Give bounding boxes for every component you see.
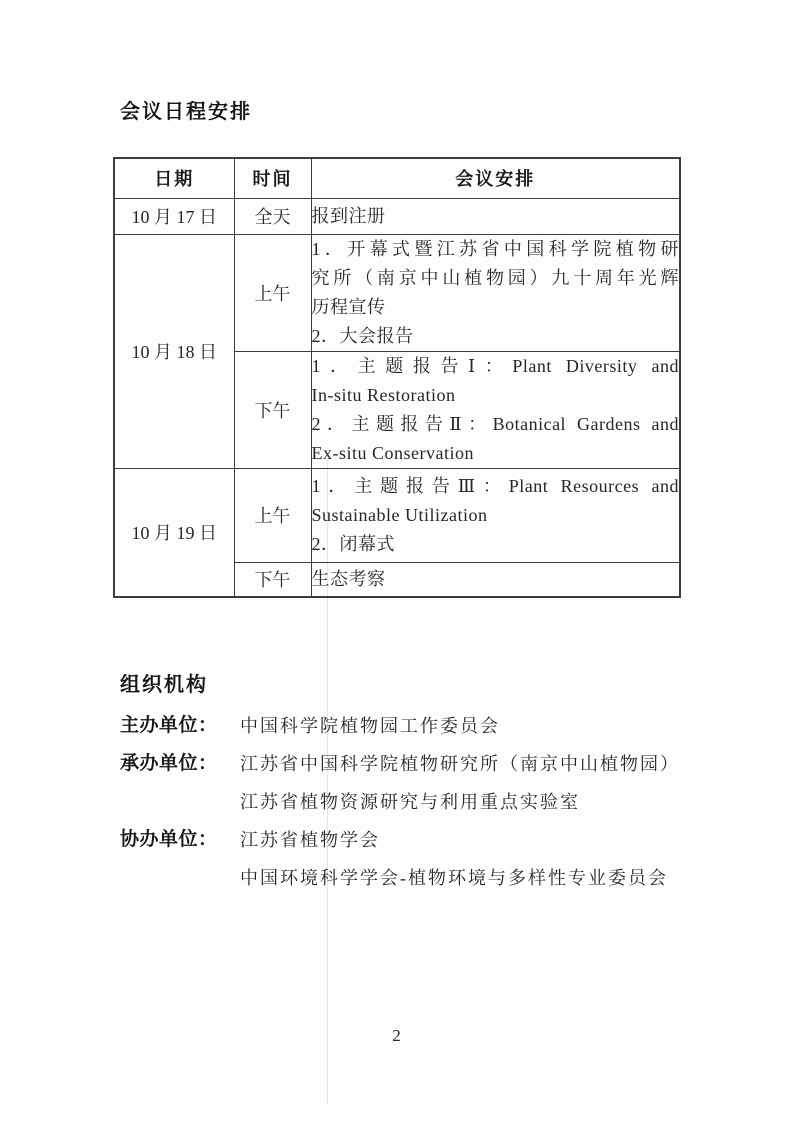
co-organizer-line: 江苏省植物学会 (240, 830, 380, 850)
host-content (240, 745, 680, 821)
date-cell: 10 月 17 日 (114, 198, 234, 234)
organization-heading: 组织机构 (120, 674, 208, 696)
page-title: 会议日程安排 (120, 101, 252, 123)
schedule-cell (311, 234, 680, 351)
time-cell: 下午 (234, 562, 311, 597)
schedule-line: 报到注册 (311, 205, 386, 226)
header-date: 日期 (114, 158, 234, 198)
co-organizer-line: 中国环境科学学会-植物环境与多样性专业委员会 (240, 868, 668, 888)
schedule-line: 2．闭幕式 (311, 533, 395, 554)
organization-section (120, 668, 720, 897)
header-time: 时间 (234, 158, 311, 198)
schedule-line: Ex-situ Conservation (311, 442, 474, 463)
schedule-line: 1．主题报告Ⅰ：Plant Diversity and (311, 355, 679, 376)
schedule-line: 1．开幕式暨江苏省中国科学院植物研 (311, 238, 679, 259)
schedule-line: 究所（南京中山植物园）九十周年光辉 (311, 267, 679, 288)
schedule-line: 生态考察 (311, 568, 386, 589)
schedule-table (113, 157, 681, 598)
host-line: 江苏省中国科学院植物研究所（南京中山植物园） (240, 754, 680, 774)
date-cell: 10 月 19 日 (114, 468, 234, 597)
table-header-row (114, 158, 680, 198)
organizer-line: 中国科学院植物园工作委员会 (240, 716, 500, 736)
host-row (120, 745, 720, 821)
co-organizer-label: 协办单位： (120, 829, 218, 850)
schedule-line: 1．主题报告Ⅲ：Plant Resources and (311, 475, 679, 496)
organizer-content (240, 707, 500, 745)
time-cell: 上午 (234, 468, 311, 562)
co-organizer-row (120, 821, 720, 897)
schedule-cell (311, 468, 680, 562)
page-number: 2 (392, 1026, 401, 1045)
schedule-cell (311, 351, 680, 468)
table-row-oct19-am (114, 468, 680, 562)
host-line: 江苏省植物资源研究与利用重点实验室 (240, 792, 580, 812)
table-row-oct17 (114, 198, 680, 234)
schedule-cell (311, 198, 680, 234)
time-cell: 下午 (234, 351, 311, 468)
schedule-line: 历程宣传 (311, 296, 386, 317)
organizer-row (120, 707, 720, 745)
co-organizer-content (240, 821, 668, 897)
schedule-cell (311, 562, 680, 597)
schedule-line: 2．大会报告 (311, 325, 414, 346)
organizer-label: 主办单位： (120, 715, 218, 736)
schedule-line: In-situ Restoration (311, 384, 456, 405)
header-arrangement: 会议安排 (311, 158, 680, 198)
time-cell: 上午 (234, 234, 311, 351)
time-cell: 全天 (234, 198, 311, 234)
date-cell: 10 月 18 日 (114, 234, 234, 468)
table-row-oct18-am (114, 234, 680, 351)
schedule-line: Sustainable Utilization (311, 504, 488, 525)
schedule-line: 2．主题报告Ⅱ：Botanical Gardens and (311, 413, 679, 434)
host-label: 承办单位： (120, 753, 218, 774)
